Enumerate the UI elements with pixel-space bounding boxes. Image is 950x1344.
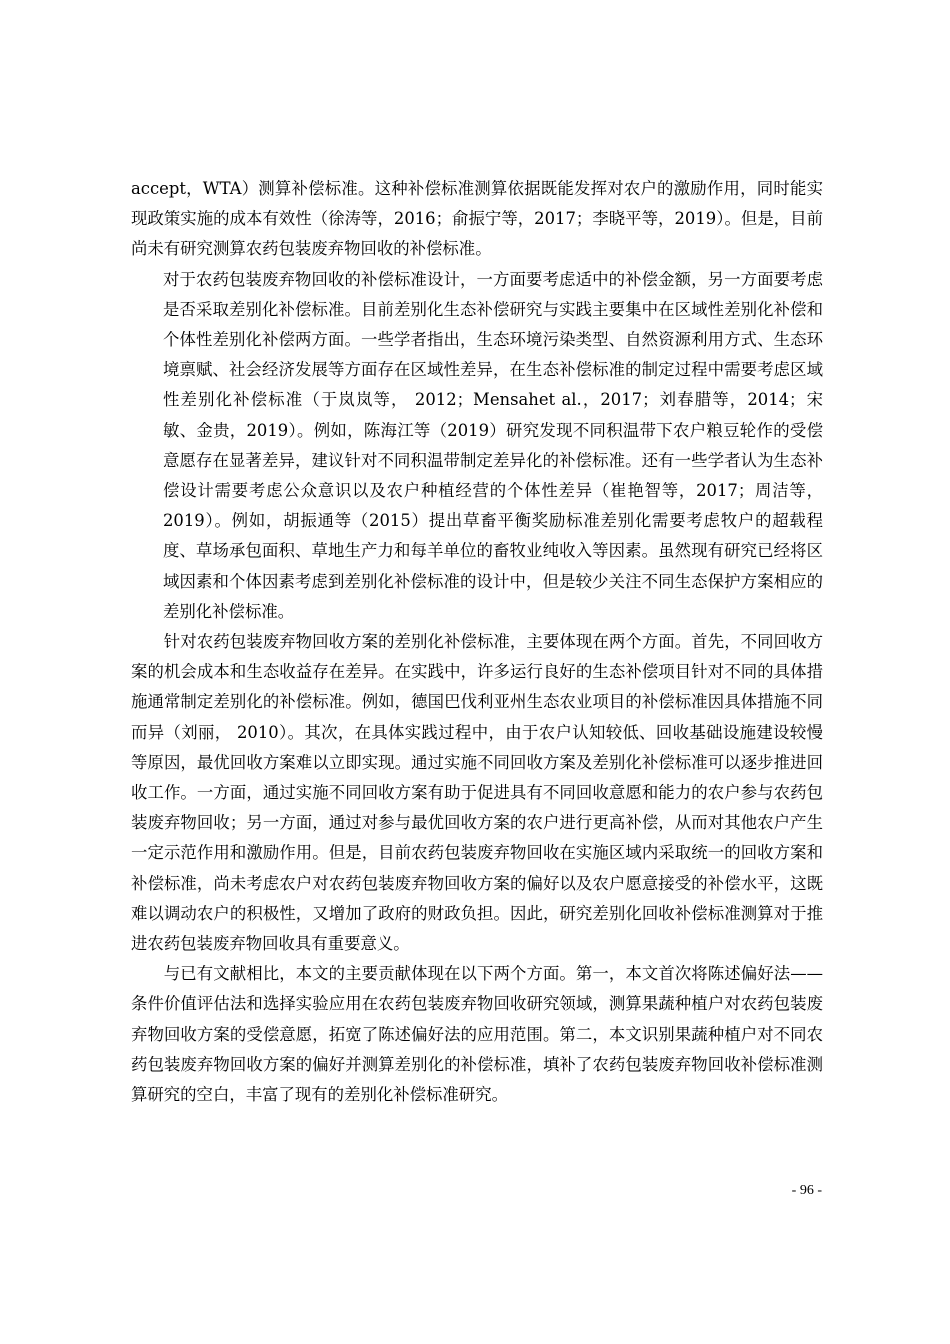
paragraph-contributions: 与已有文献相比，本文的主要贡献体现在以下两个方面。第一，本文首次将陈述偏好法——条件价值评估法和选择实验应用在农药包装废弃物回收研究领域，测算果蔬种植户对农药包装废弃物回收方案的受偿意愿，拓宽了陈述偏好法的应用范围。第二，本文识别果蔬种植户对不同农药包装废弃物回收方案的偏好并测算差别化的补偿标准，填补了农药包装废弃物回收补偿标准测算研究的空白，丰富了现有的差别化补偿标准研究。 <box>131 964 823 1105</box>
paragraph-differentiated-standards: 针对农药包装废弃物回收方案的差别化补偿标准，主要体现在两个方面。首先，不同回收方案的机会成本和生态收益存在差异。在实践中，许多运行良好的生态补偿项目针对不同的具体措施通常制定差别化的补偿标准。例如，德国巴伐利亚州生态农业项目的补偿标准因具体措施不同而异（刘丽， 2010）。其次，在具体实践过程中，由于农户认知较低、回收基础设施建设较慢等原因，最优回收方案难以立即实现。通过实施不同回收方案及差别化补偿标准可以逐步推进回收工作。一方面，通过实施不同回收方案有助于促进具有不同回收意愿和能力的农户参与农药包装废弃物回收；另一方面，通过对参与最优回收方案的农户进行更高补偿，从而对其他农户产生一定示范作用和激励作用。但是，目前农药包装废弃物回收在实施区域内采取统一的回收方案和补偿标准，尚未考虑农户对农药包装废弃物回收方案的偏好以及农户愿意接受的补偿水平，这既难以调动农户的积极性，又增加了政府的财政负担。因此，研究差别化回收补偿标准测算对于推进农药包装废弃物回收具有重要意义。 <box>131 632 823 954</box>
paragraph-compensation-design: 对于农药包装废弃物回收的补偿标准设计，一方面要考虑适中的补偿金额，另一方面要考虑是否采取差别化补偿标准。目前差别化生态补偿研究与实践主要集中在区域性差别化补偿和个体性差别化补偿两方面。一些学者指出，生态环境污染类型、自然资源利用方式、生态环境禀赋、社会经济发展等方面存在区域性差异，在生态补偿标准的制定过程中需要考虑区域性差别化补偿标准（于岚岚等， 2012；Mensahet al.，2017；刘春腊等，2014；宋敏、金贵，2019）。例如，陈海江等（2019）研究发现不同积温带下农户粮豆轮作的受偿意愿存在显著差异，建议针对不同积温带制定差异化的补偿标准。还有一些学者认为生态补偿设计需要考虑公众意识以及农户种植经营的个体性差异（崔艳智等，2017；周洁等，2019）。例如，胡振通等（2015）提出草畜平衡奖励标准差别化需要考虑牧户的超载程度、草场承包面积、草地生产力和每羊单位的畜牧业纯收入等因素。虽然现有研究已经将区域因素和个体因素考虑到差别化补偿标准的设计中，但是较少关注不同生态保护方案相应的差别化补偿标准。 <box>163 269 823 621</box>
paragraph-continuation: accept，WTA）测算补偿标准。这种补偿标准测算依据既能发挥对农户的激励作用，同时能实现政策实施的成本有效性（徐涛等，2016；俞振宁等，2017；李晓平等，2019）。但是，目前尚未有研究测算农药包装废弃物回收的补偿标准。 <box>131 179 823 259</box>
page-number: - 96 - <box>791 1183 822 1198</box>
body-text <box>131 174 823 1110</box>
